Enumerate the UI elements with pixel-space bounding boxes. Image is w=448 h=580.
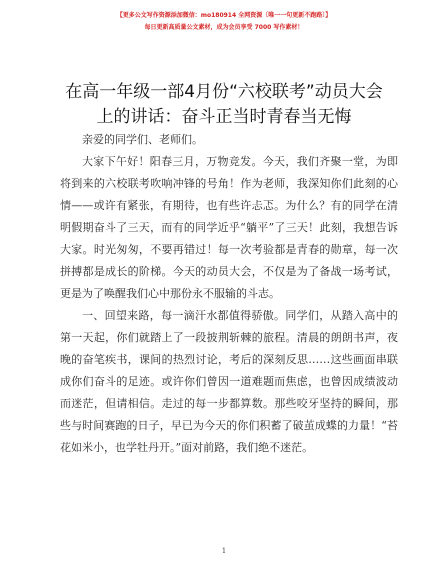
title-line-1: 在高一年级一部4月份“六校联考”动员大会 [65, 82, 383, 102]
salutation: 亲爱的同学们、老师们。 [82, 133, 203, 146]
page-number: 1 [221, 547, 227, 555]
paragraph: 大家下午好！阳春三月，万物竞发。今天，我们齐聚一堂，为即将到来的六校联考吹响冲锋的号角！作为老师，我深知你们此刻的心情——或许有紧张，有期待，也有些许忐忑。为什么？有的同学在清明假期奋斗了三天，而有的同学近乎“躺平”了三天！此刻，我想告诉大家。时光匆匆，不要再错过！每一次考验都是青春的勋章，每一次拼搏都是成长的阶梯。今天的动员大会，不仅是为了备战一场考试，更是为了唤醒我们心中那份永不服输的斗志。 [60, 155, 398, 300]
header-banner [0, 10, 448, 34]
banner-line-2: 每日更新高质量公文素材，成为会员享受 7000 写作素材！ [144, 24, 304, 31]
title-line-2: 上的讲话：奋斗正当时青春当无悔 [96, 107, 352, 127]
document-body [60, 129, 398, 459]
banner-line-1: 【更多公文写作资源添加微信：mo180914 全网资源〔唯一一句更新不跑路〕】 [116, 12, 332, 19]
paragraph: 一、回望来路，每一滴汗水都值得骄傲。同学们，从踏入高中的第一天起，你们就踏上了一段披荆斩棘的旅程。清晨的朗朗书声，夜晚的奋笔疾书，课间的热烈讨论，考后的深刻反思……这些画面串联成你们奋斗的足迹。或许你们曾因一道难题而焦虑，也曾因成绩波动而迷茫，但请相信。走过的每一步都算数。那些咬牙坚持的瞬间，那些与时间赛跑的日子，早已为今天的你们积蓄了破茧成蝶的力量！“苔花如米小，也学牡丹开。”面对前路，我们绝不迷茫。 [60, 309, 398, 454]
document-title [40, 80, 408, 130]
